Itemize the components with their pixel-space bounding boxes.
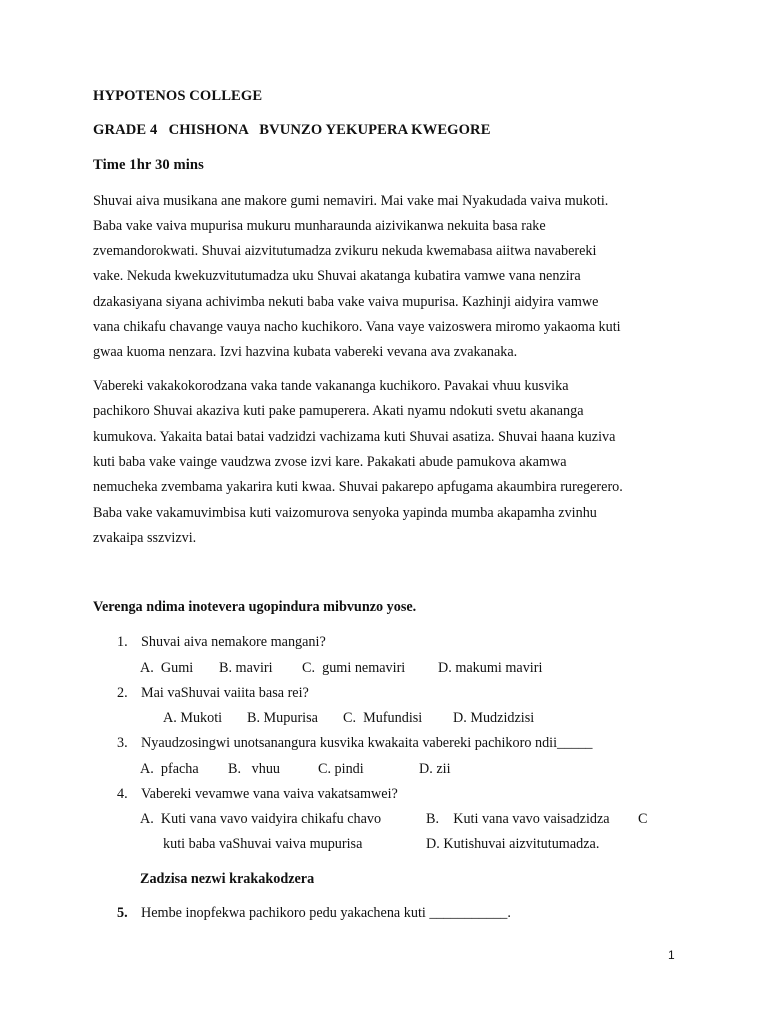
option-a: A. Mukoti — [163, 710, 223, 726]
passage-p1-line: vake. Nekuda kwekuzvitutumadza uku Shuvai akatanga kubatira vamwe vana nenzira — [93, 268, 581, 284]
option-d: D. zii — [419, 761, 451, 777]
passage-p2-line: pachikoro Shuvai akaziva kuti pake pamuperera. Akati nyamu ndokuti svetu akananga — [93, 403, 584, 419]
option-d: D. Mudzidzisi — [453, 710, 535, 726]
section-title: Zadzisa nezwi krakakodzera — [140, 871, 315, 887]
option-c: C. Mufundisi — [343, 710, 423, 726]
passage-p2-line: Baba vake vakamuvimbisa kuti vaizomurova senyoka yapinda mumba akapamha zvinhu — [93, 505, 597, 521]
passage-p1-line: dzakasiyana siyana achivimba nekuti baba vake vaiva mupurisa. Kazhinji aidyira vamwe — [93, 294, 599, 310]
option-b: B. maviri — [219, 660, 273, 676]
passage-p1-line: Baba vake vaiva mupurisa mukuru munharaunda aizivikanwa nekuita basa rake — [93, 218, 546, 234]
question-text: Shuvai aiva nemakore mangani? — [141, 634, 326, 650]
question-text: Vabereki vevamwe vana vaiva vakatsamwei? — [141, 786, 398, 802]
option-b: B. Kuti vana vavo vaisadzidza — [426, 811, 610, 827]
question-text: Hembe inopfekwa pachikoro pedu yakachena kuti ___________. — [141, 905, 511, 921]
passage-p2-line: zvakaipa sszvizvi. — [93, 530, 197, 546]
passage-p2-line: kumukova. Yakaita batai batai vadzidzi vachizama kuti Shuvai asatiza. Shuvai haana kuziva — [93, 429, 616, 445]
question-number: 3. — [117, 735, 128, 751]
option-a: A. Kuti vana vavo vaidyira chikafu chavo — [140, 811, 382, 827]
option-c-label: C — [638, 811, 648, 827]
option-b: B. vhuu — [228, 761, 281, 777]
passage-p1-line: gwaa kuoma nenzara. Izvi hazvina kubata vabereki vevana ava zvakanaka. — [93, 344, 518, 360]
passage-p1-line: zvemandorokwati. Shuvai aizvitutumadza zvikuru nekuda kwemabasa aiitwa navabereki — [93, 243, 597, 259]
question-number: 4. — [117, 786, 128, 802]
question-number: 5. — [117, 905, 128, 921]
passage-p2-line: nemucheka zvembama yakarira kuti kwaa. Shuvai pakarepo apfugama akaumbira ruregerero. — [93, 479, 623, 495]
exam-title: GRADE 4 CHISHONA BVUNZO YEKUPERA KWEGORE — [93, 122, 491, 138]
question-text: Mai vaShuvai vaiita basa rei? — [141, 685, 309, 701]
page-number: 1 — [668, 948, 675, 962]
passage-p1-line: Shuvai aiva musikana ane makore gumi nemaviri. Mai vake mai Nyakudada vaiva mukoti. — [93, 193, 609, 209]
option-a: A. Gumi — [140, 660, 194, 676]
option-b: B. Mupurisa — [247, 710, 318, 726]
passage-p1-line: vana chikafu chavange vauya nacho kuchikoro. Vana vaye vaizoswera miromo yakaoma kuti — [93, 319, 621, 335]
passage-p2-line: Vabereki vakakokorodzana vaka tande vakananga kuchikoro. Pavakai vhuu kusvika — [93, 378, 569, 394]
option-d: D. Kutishuvai aizvitutumadza. — [426, 836, 600, 852]
option-c: C. pindi — [318, 761, 364, 777]
question-text: Nyaudzosingwi unotsanangura kusvika kwakaita vabereki pachikoro ndii_____ — [141, 735, 593, 751]
option-d: D. makumi maviri — [438, 660, 543, 676]
question-number: 2. — [117, 685, 128, 701]
question-number: 1. — [117, 634, 128, 650]
instructions: Verenga ndima inotevera ugopindura mibvunzo yose. — [93, 599, 417, 615]
exam-time: Time 1hr 30 mins — [93, 157, 204, 173]
school-name: HYPOTENOS COLLEGE — [93, 88, 263, 104]
option-a: A. pfacha — [140, 761, 199, 777]
option-c-text: kuti baba vaShuvai vaiva mupurisa — [163, 836, 363, 852]
passage-p2-line: kuti baba vake vainge vaudzwa zvose izvi kare. Pakakati abude pamukova akamwa — [93, 454, 567, 470]
option-c: C. gumi nemaviri — [302, 660, 406, 676]
